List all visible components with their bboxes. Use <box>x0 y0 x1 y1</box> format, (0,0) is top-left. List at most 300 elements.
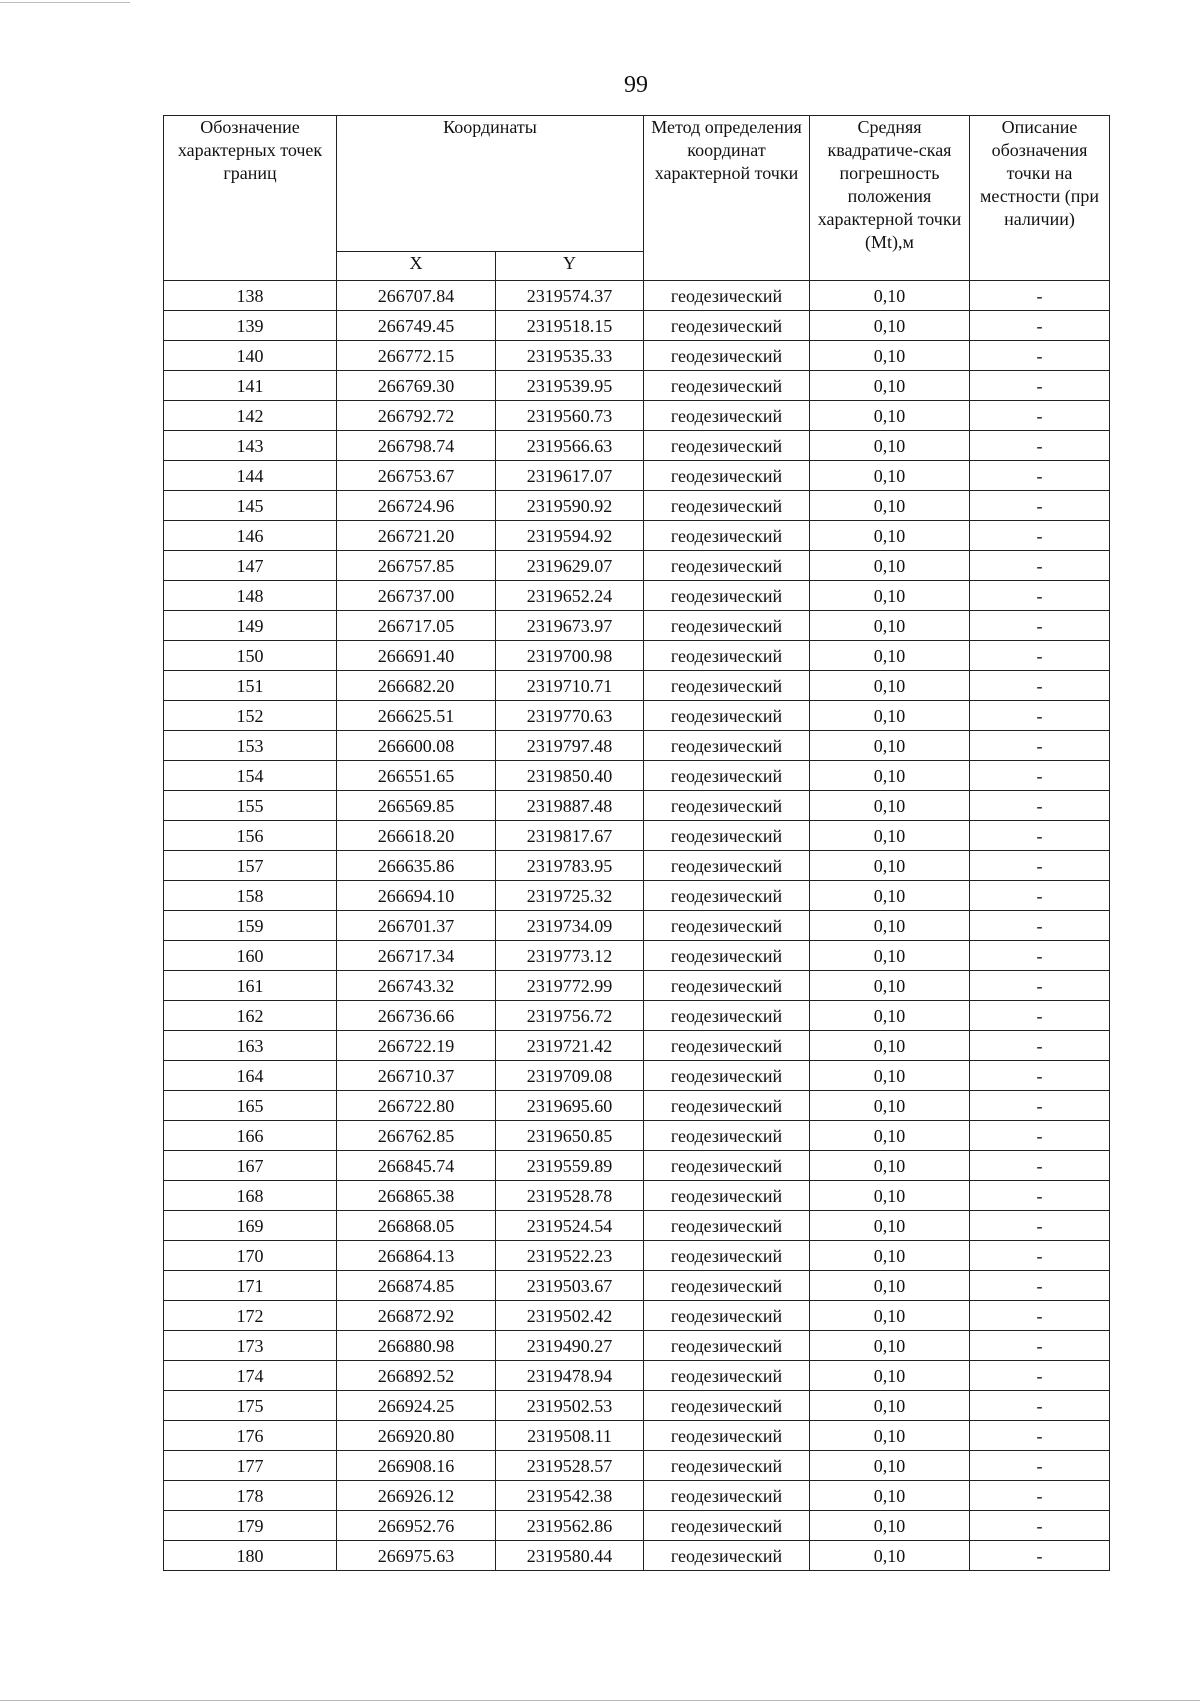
cell-x: 266717.05 <box>337 611 496 641</box>
cell-method: геодезический <box>644 971 810 1001</box>
cell-description: - <box>970 911 1110 941</box>
cell-point: 165 <box>164 1091 337 1121</box>
cell-method: геодезический <box>644 1481 810 1511</box>
cell-y: 2319503.67 <box>496 1271 644 1301</box>
cell-x: 266707.84 <box>337 281 496 311</box>
cell-accuracy: 0,10 <box>810 401 970 431</box>
cell-y: 2319502.42 <box>496 1301 644 1331</box>
cell-method: геодезический <box>644 1331 810 1361</box>
cell-x: 266926.12 <box>337 1481 496 1511</box>
table-row <box>164 311 1110 341</box>
cell-y: 2319502.53 <box>496 1391 644 1421</box>
cell-method: геодезический <box>644 1031 810 1061</box>
cell-y: 2319524.54 <box>496 1211 644 1241</box>
cell-y: 2319566.63 <box>496 431 644 461</box>
cell-point: 151 <box>164 671 337 701</box>
table-row <box>164 1061 1110 1091</box>
cell-description: - <box>970 461 1110 491</box>
cell-description: - <box>970 881 1110 911</box>
cell-description: - <box>970 1091 1110 1121</box>
cell-point: 160 <box>164 941 337 971</box>
cell-method: геодезический <box>644 1121 810 1151</box>
cell-description: - <box>970 1541 1110 1571</box>
cell-method: геодезический <box>644 1391 810 1421</box>
cell-y: 2319734.09 <box>496 911 644 941</box>
header-x: X <box>337 252 496 281</box>
cell-point: 147 <box>164 551 337 581</box>
cell-y: 2319887.48 <box>496 791 644 821</box>
cell-point: 141 <box>164 371 337 401</box>
cell-method: геодезический <box>644 491 810 521</box>
cell-accuracy: 0,10 <box>810 1181 970 1211</box>
cell-description: - <box>970 701 1110 731</box>
cell-method: геодезический <box>644 461 810 491</box>
cell-method: геодезический <box>644 761 810 791</box>
cell-x: 266772.15 <box>337 341 496 371</box>
cell-x: 266736.66 <box>337 1001 496 1031</box>
cell-x: 266722.19 <box>337 1031 496 1061</box>
cell-method: геодезический <box>644 641 810 671</box>
cell-description: - <box>970 1451 1110 1481</box>
cell-y: 2319797.48 <box>496 731 644 761</box>
cell-accuracy: 0,10 <box>810 881 970 911</box>
cell-x: 266975.63 <box>337 1541 496 1571</box>
cell-x: 266874.85 <box>337 1271 496 1301</box>
cell-method: геодезический <box>644 1181 810 1211</box>
cell-method: геодезический <box>644 551 810 581</box>
cell-x: 266872.92 <box>337 1301 496 1331</box>
cell-description: - <box>970 671 1110 701</box>
cell-method: геодезический <box>644 611 810 641</box>
cell-x: 266908.16 <box>337 1451 496 1481</box>
cell-accuracy: 0,10 <box>810 1271 970 1301</box>
cell-y: 2319528.78 <box>496 1181 644 1211</box>
cell-x: 266892.52 <box>337 1361 496 1391</box>
cell-accuracy: 0,10 <box>810 791 970 821</box>
cell-description: - <box>970 311 1110 341</box>
cell-description: - <box>970 941 1110 971</box>
cell-x: 266600.08 <box>337 731 496 761</box>
cell-method: геодезический <box>644 1271 810 1301</box>
cell-accuracy: 0,10 <box>810 851 970 881</box>
cell-description: - <box>970 1031 1110 1061</box>
cell-point: 176 <box>164 1421 337 1451</box>
cell-point: 158 <box>164 881 337 911</box>
table-row <box>164 341 1110 371</box>
cell-point: 168 <box>164 1181 337 1211</box>
scan-artifact <box>0 1700 1200 1701</box>
table-row <box>164 641 1110 671</box>
cell-x: 266792.72 <box>337 401 496 431</box>
cell-point: 159 <box>164 911 337 941</box>
cell-method: геодезический <box>644 341 810 371</box>
cell-x: 266618.20 <box>337 821 496 851</box>
cell-y: 2319528.57 <box>496 1451 644 1481</box>
cell-point: 142 <box>164 401 337 431</box>
cell-description: - <box>970 1001 1110 1031</box>
cell-accuracy: 0,10 <box>810 1481 970 1511</box>
cell-y: 2319559.89 <box>496 1151 644 1181</box>
cell-point: 154 <box>164 761 337 791</box>
cell-accuracy: 0,10 <box>810 1451 970 1481</box>
cell-accuracy: 0,10 <box>810 1031 970 1061</box>
cell-point: 155 <box>164 791 337 821</box>
cell-accuracy: 0,10 <box>810 491 970 521</box>
cell-method: геодезический <box>644 521 810 551</box>
cell-method: геодезический <box>644 1421 810 1451</box>
table-row <box>164 1091 1110 1121</box>
coordinates-table <box>163 115 1110 1571</box>
cell-accuracy: 0,10 <box>810 731 970 761</box>
cell-y: 2319574.37 <box>496 281 644 311</box>
cell-y: 2319629.07 <box>496 551 644 581</box>
cell-description: - <box>970 731 1110 761</box>
table-row <box>164 911 1110 941</box>
table-row <box>164 1541 1110 1571</box>
cell-point: 148 <box>164 581 337 611</box>
cell-description: - <box>970 791 1110 821</box>
cell-y: 2319773.12 <box>496 941 644 971</box>
cell-point: 163 <box>164 1031 337 1061</box>
cell-accuracy: 0,10 <box>810 821 970 851</box>
cell-x: 266880.98 <box>337 1331 496 1361</box>
table-row <box>164 281 1110 311</box>
cell-accuracy: 0,10 <box>810 1301 970 1331</box>
cell-description: - <box>970 281 1110 311</box>
table-row <box>164 1301 1110 1331</box>
cell-method: геодезический <box>644 1451 810 1481</box>
cell-description: - <box>970 1301 1110 1331</box>
cell-method: геодезический <box>644 431 810 461</box>
header-description: Описание обозначения точки на местности (при наличии) <box>970 116 1110 281</box>
cell-accuracy: 0,10 <box>810 551 970 581</box>
cell-description: - <box>970 431 1110 461</box>
cell-method: геодезический <box>644 1001 810 1031</box>
table-header <box>164 116 1110 281</box>
cell-description: - <box>970 371 1110 401</box>
cell-accuracy: 0,10 <box>810 611 970 641</box>
cell-y: 2319535.33 <box>496 341 644 371</box>
cell-method: геодезический <box>644 671 810 701</box>
page-number: 99 <box>624 72 648 98</box>
cell-method: геодезический <box>644 701 810 731</box>
cell-point: 170 <box>164 1241 337 1271</box>
cell-accuracy: 0,10 <box>810 1391 970 1421</box>
cell-method: геодезический <box>644 1361 810 1391</box>
cell-description: - <box>970 1181 1110 1211</box>
cell-y: 2319650.85 <box>496 1121 644 1151</box>
cell-x: 266551.65 <box>337 761 496 791</box>
cell-method: геодезический <box>644 371 810 401</box>
cell-description: - <box>970 1481 1110 1511</box>
cell-point: 140 <box>164 341 337 371</box>
cell-accuracy: 0,10 <box>810 281 970 311</box>
header-point: Обозначение характерных точек границ <box>164 116 337 281</box>
cell-x: 266691.40 <box>337 641 496 671</box>
cell-accuracy: 0,10 <box>810 1511 970 1541</box>
cell-x: 266753.67 <box>337 461 496 491</box>
cell-y: 2319478.94 <box>496 1361 644 1391</box>
cell-x: 266868.05 <box>337 1211 496 1241</box>
cell-point: 180 <box>164 1541 337 1571</box>
scan-artifact <box>0 2 130 3</box>
cell-y: 2319594.92 <box>496 521 644 551</box>
cell-y: 2319617.07 <box>496 461 644 491</box>
table-row <box>164 791 1110 821</box>
cell-accuracy: 0,10 <box>810 1361 970 1391</box>
cell-point: 169 <box>164 1211 337 1241</box>
cell-point: 161 <box>164 971 337 1001</box>
cell-method: геодезический <box>644 881 810 911</box>
cell-description: - <box>970 1271 1110 1301</box>
cell-y: 2319652.24 <box>496 581 644 611</box>
cell-accuracy: 0,10 <box>810 341 970 371</box>
cell-method: геодезический <box>644 791 810 821</box>
cell-x: 266721.20 <box>337 521 496 551</box>
table-row <box>164 1121 1110 1151</box>
cell-method: геодезический <box>644 731 810 761</box>
cell-accuracy: 0,10 <box>810 1421 970 1451</box>
cell-accuracy: 0,10 <box>810 1091 970 1121</box>
cell-method: геодезический <box>644 311 810 341</box>
cell-x: 266757.85 <box>337 551 496 581</box>
table-row <box>164 671 1110 701</box>
cell-y: 2319673.97 <box>496 611 644 641</box>
cell-y: 2319725.32 <box>496 881 644 911</box>
cell-x: 266682.20 <box>337 671 496 701</box>
cell-description: - <box>970 1211 1110 1241</box>
cell-description: - <box>970 401 1110 431</box>
cell-point: 162 <box>164 1001 337 1031</box>
cell-x: 266920.80 <box>337 1421 496 1451</box>
cell-y: 2319710.71 <box>496 671 644 701</box>
cell-accuracy: 0,10 <box>810 1241 970 1271</box>
table-row <box>164 1481 1110 1511</box>
cell-accuracy: 0,10 <box>810 1331 970 1361</box>
cell-description: - <box>970 641 1110 671</box>
cell-x: 266769.30 <box>337 371 496 401</box>
cell-description: - <box>970 1121 1110 1151</box>
cell-y: 2319490.27 <box>496 1331 644 1361</box>
cell-accuracy: 0,10 <box>810 581 970 611</box>
cell-accuracy: 0,10 <box>810 521 970 551</box>
cell-x: 266625.51 <box>337 701 496 731</box>
cell-description: - <box>970 341 1110 371</box>
cell-point: 149 <box>164 611 337 641</box>
cell-method: геодезический <box>644 941 810 971</box>
cell-x: 266569.85 <box>337 791 496 821</box>
cell-method: геодезический <box>644 1061 810 1091</box>
cell-y: 2319522.23 <box>496 1241 644 1271</box>
cell-description: - <box>970 1241 1110 1271</box>
cell-point: 157 <box>164 851 337 881</box>
cell-point: 145 <box>164 491 337 521</box>
cell-y: 2319560.73 <box>496 401 644 431</box>
cell-method: геодезический <box>644 1241 810 1271</box>
table-row <box>164 371 1110 401</box>
table-row <box>164 731 1110 761</box>
cell-y: 2319850.40 <box>496 761 644 791</box>
cell-accuracy: 0,10 <box>810 641 970 671</box>
cell-x: 266924.25 <box>337 1391 496 1421</box>
cell-method: геодезический <box>644 401 810 431</box>
table-row <box>164 1001 1110 1031</box>
cell-point: 179 <box>164 1511 337 1541</box>
cell-x: 266798.74 <box>337 431 496 461</box>
cell-point: 153 <box>164 731 337 761</box>
cell-accuracy: 0,10 <box>810 701 970 731</box>
cell-accuracy: 0,10 <box>810 461 970 491</box>
cell-y: 2319772.99 <box>496 971 644 1001</box>
cell-y: 2319770.63 <box>496 701 644 731</box>
table-row <box>164 1271 1110 1301</box>
cell-y: 2319590.92 <box>496 491 644 521</box>
cell-y: 2319817.67 <box>496 821 644 851</box>
cell-accuracy: 0,10 <box>810 431 970 461</box>
cell-description: - <box>970 971 1110 1001</box>
cell-accuracy: 0,10 <box>810 311 970 341</box>
cell-description: - <box>970 1061 1110 1091</box>
cell-x: 266635.86 <box>337 851 496 881</box>
table-row <box>164 1391 1110 1421</box>
cell-method: геодезический <box>644 821 810 851</box>
header-method: Метод определения координат характерной точки <box>644 116 810 281</box>
cell-accuracy: 0,10 <box>810 1001 970 1031</box>
header-coordinates: Координаты <box>337 116 644 252</box>
cell-description: - <box>970 491 1110 521</box>
cell-point: 156 <box>164 821 337 851</box>
cell-accuracy: 0,10 <box>810 1211 970 1241</box>
table-row <box>164 761 1110 791</box>
table-row <box>164 701 1110 731</box>
cell-description: - <box>970 611 1110 641</box>
table-row <box>164 551 1110 581</box>
cell-description: - <box>970 1391 1110 1421</box>
cell-method: геодезический <box>644 1511 810 1541</box>
table-row <box>164 881 1110 911</box>
cell-method: геодезический <box>644 1091 810 1121</box>
cell-method: геодезический <box>644 581 810 611</box>
cell-y: 2319700.98 <box>496 641 644 671</box>
cell-y: 2319783.95 <box>496 851 644 881</box>
table-row <box>164 1241 1110 1271</box>
cell-x: 266865.38 <box>337 1181 496 1211</box>
cell-x: 266722.80 <box>337 1091 496 1121</box>
cell-method: геодезический <box>644 1541 810 1571</box>
cell-y: 2319756.72 <box>496 1001 644 1031</box>
cell-description: - <box>970 1151 1110 1181</box>
cell-accuracy: 0,10 <box>810 941 970 971</box>
cell-point: 175 <box>164 1391 337 1421</box>
cell-accuracy: 0,10 <box>810 1541 970 1571</box>
cell-description: - <box>970 851 1110 881</box>
cell-x: 266743.32 <box>337 971 496 1001</box>
cell-point: 174 <box>164 1361 337 1391</box>
cell-point: 172 <box>164 1301 337 1331</box>
table-body <box>164 281 1110 1571</box>
cell-method: геодезический <box>644 1301 810 1331</box>
header-y: Y <box>496 252 644 281</box>
table-row <box>164 1451 1110 1481</box>
cell-y: 2319539.95 <box>496 371 644 401</box>
cell-method: геодезический <box>644 1211 810 1241</box>
cell-x: 266717.34 <box>337 941 496 971</box>
cell-y: 2319562.86 <box>496 1511 644 1541</box>
cell-description: - <box>970 1511 1110 1541</box>
cell-accuracy: 0,10 <box>810 1151 970 1181</box>
cell-accuracy: 0,10 <box>810 1061 970 1091</box>
cell-y: 2319709.08 <box>496 1061 644 1091</box>
table-row <box>164 1511 1110 1541</box>
table-row <box>164 1151 1110 1181</box>
cell-point: 173 <box>164 1331 337 1361</box>
table-row <box>164 401 1110 431</box>
cell-point: 178 <box>164 1481 337 1511</box>
cell-description: - <box>970 1361 1110 1391</box>
cell-point: 139 <box>164 311 337 341</box>
cell-point: 171 <box>164 1271 337 1301</box>
table-row <box>164 1211 1110 1241</box>
cell-description: - <box>970 551 1110 581</box>
cell-description: - <box>970 821 1110 851</box>
cell-description: - <box>970 1421 1110 1451</box>
table-row <box>164 1361 1110 1391</box>
cell-method: геодезический <box>644 1151 810 1181</box>
cell-accuracy: 0,10 <box>810 911 970 941</box>
table-row <box>164 461 1110 491</box>
table-row <box>164 1421 1110 1451</box>
table-row <box>164 1331 1110 1361</box>
cell-point: 152 <box>164 701 337 731</box>
cell-x: 266701.37 <box>337 911 496 941</box>
table-row <box>164 1031 1110 1061</box>
table-row <box>164 821 1110 851</box>
cell-point: 146 <box>164 521 337 551</box>
cell-description: - <box>970 521 1110 551</box>
cell-method: геодезический <box>644 851 810 881</box>
cell-point: 138 <box>164 281 337 311</box>
cell-accuracy: 0,10 <box>810 971 970 1001</box>
cell-accuracy: 0,10 <box>810 371 970 401</box>
table-row <box>164 431 1110 461</box>
cell-accuracy: 0,10 <box>810 761 970 791</box>
cell-description: - <box>970 761 1110 791</box>
cell-point: 167 <box>164 1151 337 1181</box>
cell-x: 266737.00 <box>337 581 496 611</box>
cell-x: 266864.13 <box>337 1241 496 1271</box>
table-row <box>164 971 1110 1001</box>
cell-point: 177 <box>164 1451 337 1481</box>
cell-x: 266845.74 <box>337 1151 496 1181</box>
cell-point: 150 <box>164 641 337 671</box>
cell-accuracy: 0,10 <box>810 1121 970 1151</box>
cell-y: 2319695.60 <box>496 1091 644 1121</box>
cell-x: 266694.10 <box>337 881 496 911</box>
cell-x: 266724.96 <box>337 491 496 521</box>
cell-description: - <box>970 581 1110 611</box>
cell-x: 266952.76 <box>337 1511 496 1541</box>
table-row <box>164 941 1110 971</box>
cell-y: 2319580.44 <box>496 1541 644 1571</box>
cell-description: - <box>970 1331 1110 1361</box>
table-row <box>164 491 1110 521</box>
table-row <box>164 611 1110 641</box>
table-row <box>164 1181 1110 1211</box>
cell-y: 2319542.38 <box>496 1481 644 1511</box>
cell-method: геодезический <box>644 281 810 311</box>
cell-y: 2319518.15 <box>496 311 644 341</box>
cell-x: 266710.37 <box>337 1061 496 1091</box>
